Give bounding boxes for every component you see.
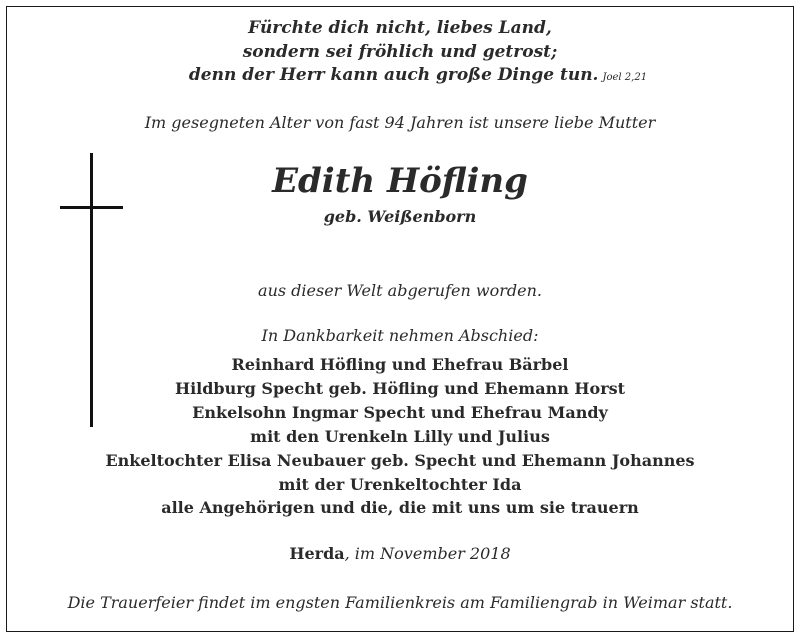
intro-text: Im gesegneten Alter von fast 94 Jahren ist unsere liebe Mutter bbox=[144, 113, 656, 132]
deceased-name: Edith Höfling bbox=[272, 161, 528, 201]
mourner-line: mit den Urenkeln Lilly und Julius bbox=[250, 427, 550, 446]
verse-line-1: Fürchte dich nicht, liebes Land, bbox=[248, 18, 552, 38]
verse-line-2: sondern sei fröhlich und getrost; bbox=[242, 42, 558, 62]
funeral-note: Die Trauerfeier findet im engsten Familienkreis am Familiengrab in Weimar statt. bbox=[67, 593, 733, 612]
departed-text: aus dieser Welt abgerufen worden. bbox=[258, 281, 542, 300]
mourner-line: alle Angehörigen und die, die mit uns um sie trauern bbox=[161, 498, 639, 517]
mourner-line: Enkeltochter Elisa Neubauer geb. Specht und Ehemann Johannes bbox=[105, 451, 695, 470]
place-date bbox=[0, 546, 800, 562]
verse-line-3 bbox=[18, 67, 800, 84]
farewell-intro: In Dankbarkeit nehmen Abschied: bbox=[261, 326, 539, 345]
mourner-line: Enkelsohn Ingmar Specht und Ehefrau Mandy bbox=[192, 403, 608, 422]
mourner-line: Hildburg Specht geb. Höfling und Ehemann Horst bbox=[174, 379, 626, 398]
place: Herda bbox=[289, 544, 345, 563]
mourner-line: Reinhard Höfling und Ehefrau Bärbel bbox=[231, 355, 569, 374]
verse-reference: Joel 2,21 bbox=[602, 72, 648, 83]
mourner-line: mit der Urenkeltochter Ida bbox=[278, 475, 522, 494]
maiden-name: geb. Weißenborn bbox=[323, 207, 477, 226]
notice-border bbox=[6, 6, 794, 632]
date: , im November 2018 bbox=[344, 544, 511, 563]
verse-line-3-text: denn der Herr kann auch große Dinge tun. bbox=[188, 65, 599, 85]
